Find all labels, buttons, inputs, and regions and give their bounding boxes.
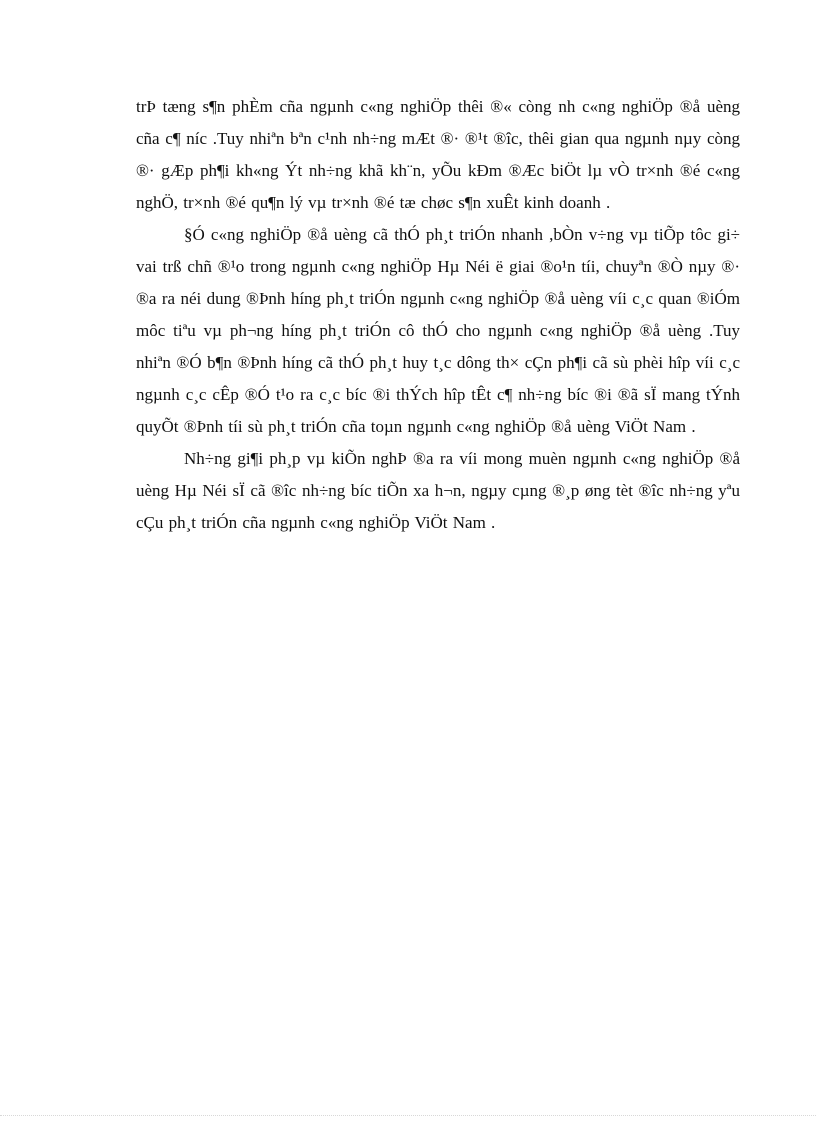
paragraph-1: trÞ tæng s¶n phÈm cña ngµnh c«ng nghiÖp thêi ®« còng nh c«ng nghiÖp ®å uèng cña c¶ níc .Tuy nhiªn bªn c¹nh nh÷ng mÆt ®· ®¹t ®îc, thêi gian qua ngµnh nµy còng ®· gÆp ph¶i kh«ng Ýt nh÷ng khã kh¨n, yÕu kÐm ®Æc biÖt lµ vÒ tr×nh ®é c«ng nghÖ, tr×nh ®é qu¶n lý vµ tr×nh ®é tæ chøc s¶n xuÊt kinh doanh . <box>136 97 740 212</box>
page-bottom-rule <box>0 1115 816 1117</box>
paragraph-2: §Ó c«ng nghiÖp ®å uèng cã thÓ ph¸t triÓn nhanh ,bÒn v÷ng vµ tiÕp tôc gi÷ vai trß chñ ®¹o trong ngµnh c«ng nghiÖp Hµ Néi ë giai ®o¹n tíi, chuyªn ®Ò nµy ®· ®a ra néi dung ®Þnh híng ph¸t triÓn ngµnh c«ng nghiÖp ®å uèng víi c¸c quan ®iÓm môc tiªu vµ ph¬ng híng ph¸t triÓn cô thÓ cho ngµnh c«ng nghiÖp ®å uèng .Tuy nhiªn ®Ó b¶n ®Þnh híng cã thÓ ph¸t huy t¸c dông th× cÇn ph¶i cã sù phèi hîp víi c¸c ngµnh c¸c cÊp ®Ó t¹o ra c¸c bíc ®i thÝch hîp tÊt c¶ nh÷ng bíc ®i ®ã sÏ mang tÝnh quyÕt ®Þnh tíi sù ph¸t triÓn cña toµn ngµnh c«ng nghiÖp ®å uèng ViÖt Nam . <box>136 225 740 436</box>
document-body <box>136 91 740 539</box>
paragraph-3: Nh÷ng gi¶i ph¸p vµ kiÕn nghÞ ®a ra víi mong muèn ngµnh c«ng nghiÖp ®å uèng Hµ Néi sÏ cã ®îc nh÷ng bíc tiÕn xa h¬n, ngµy cµng ®¸p øng tèt ®îc nh÷ng yªu cÇu ph¸t triÓn cña ngµnh c«ng nghiÖp ViÖt Nam . <box>136 449 740 532</box>
